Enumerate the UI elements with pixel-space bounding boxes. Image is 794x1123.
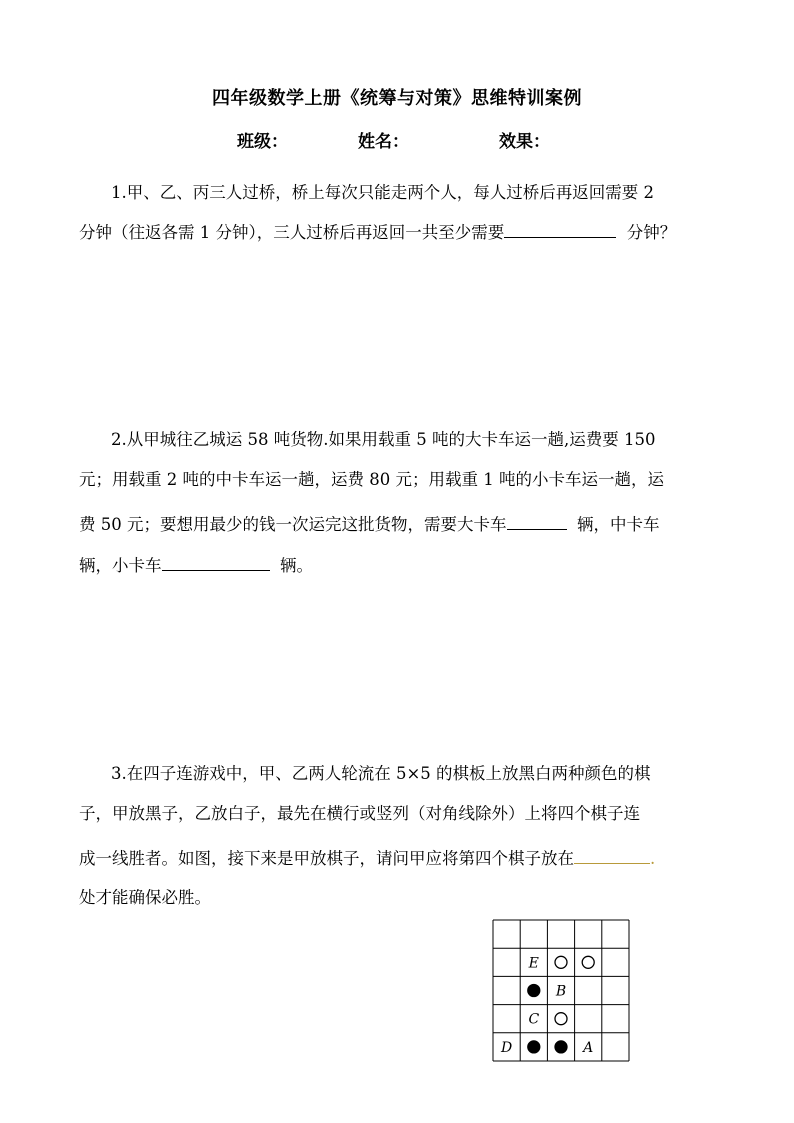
q3-line3-dot: . (650, 849, 656, 868)
q3-answer-blank[interactable] (574, 845, 650, 864)
white-piece (555, 1013, 567, 1025)
q3-line4: 处才能确保必胜。 (79, 888, 211, 907)
board-position-label-a: A (583, 1039, 594, 1056)
q2-small-truck-blank[interactable] (162, 552, 270, 571)
q3-line3 (79, 845, 655, 871)
q1-line2 (79, 219, 676, 245)
name-label: 姓名： (358, 132, 409, 152)
q2-line3-text: 费 50 元；要想用最少的钱一次运完这批货物，需要大卡车 (79, 515, 507, 534)
q3-line2: 子，甲放黑子，乙放白子，最先在横行或竖列（对角线除外）上将四个棋子连 (79, 804, 640, 823)
q2-line2: 元；用载重 2 吨的中卡车运一趟，运费 80 元；用载重 1 吨的小卡车运一趟，运 (79, 470, 664, 489)
board-position-label-e: E (528, 955, 539, 972)
board-position-label-b: B (555, 983, 567, 1000)
q2-line3 (79, 511, 660, 537)
black-piece (528, 1041, 540, 1053)
q2-large-truck-blank[interactable] (507, 511, 567, 530)
q2-line1: 2.从甲城往乙城运 58 吨货物.如果用载重 5 吨的大卡车运一趟,运费要 150 (111, 430, 656, 449)
black-piece (528, 985, 540, 997)
q2-line3-end: 辆，中卡车 (577, 515, 660, 534)
black-piece (555, 1041, 567, 1053)
q2-line4 (79, 552, 313, 578)
board-position-label-c: C (528, 1011, 540, 1028)
result-label: 效果： (499, 132, 550, 152)
q1-line1: 1.甲、乙、丙三人过桥，桥上每次只能走两个人，每人过桥后再返回需要 2 (111, 183, 654, 202)
q2-line4-text: 辆，小卡车 (79, 556, 162, 575)
q1-line2-end: 分钟？ (626, 223, 677, 242)
game-board (492, 919, 634, 1064)
q3-line3-text: 成一线胜者。如图，接下来是甲放棋子，请问甲应将第四个棋子放在 (79, 849, 574, 868)
q3-line1: 3.在四子连游戏中，甲、乙两人轮流在 5×5 的棋板上放黑白两种颜色的棋 (111, 764, 651, 783)
q2-line4-end: 辆。 (280, 556, 313, 575)
board-position-label-d: D (500, 1039, 513, 1056)
white-piece (582, 956, 594, 968)
class-label: 班级： (237, 132, 288, 152)
white-piece (555, 956, 567, 968)
q1-answer-blank[interactable] (504, 219, 616, 238)
q1-line2-text: 分钟（往返各需 1 分钟），三人过桥后再返回一共至少需要 (79, 223, 505, 242)
page-title: 四年级数学上册《统筹与对策》思维特训案例 (212, 88, 582, 109)
